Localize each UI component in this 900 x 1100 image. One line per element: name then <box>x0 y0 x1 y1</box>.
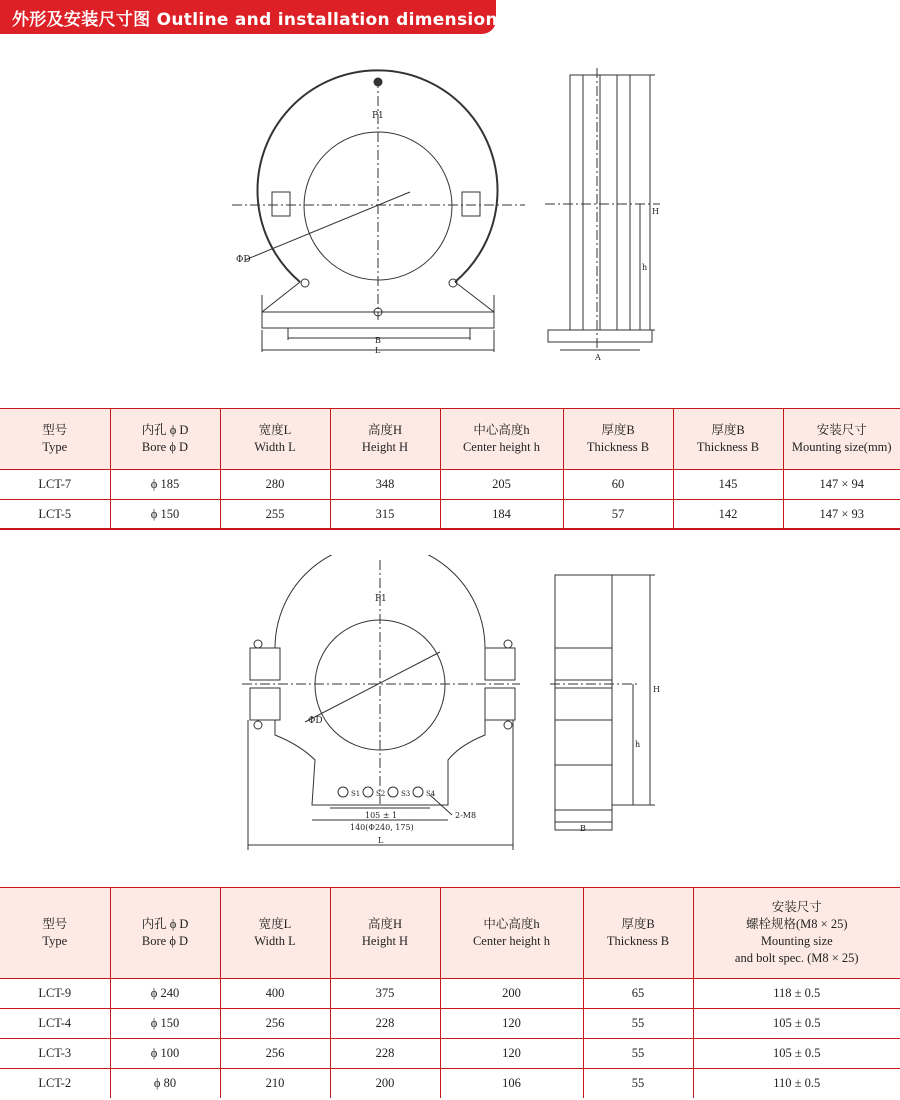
cell: 145 <box>673 469 783 499</box>
label-2-m8: 2-M8 <box>455 811 477 820</box>
cell: 210 <box>220 1068 330 1098</box>
cell: 55 <box>583 1008 693 1038</box>
t1-header-center-height: 中心高度h Center height h <box>440 409 563 469</box>
cell: 120 <box>440 1038 583 1068</box>
label-s1: S1 <box>351 790 361 798</box>
t2-header-mounting: 安装尺寸 螺栓规格(M8 × 25) Mounting size and bolt spec. (M8 × 25) <box>693 888 900 978</box>
cell: ϕ 80 <box>110 1068 220 1098</box>
cell: 205 <box>440 469 563 499</box>
cell: 228 <box>330 1008 440 1038</box>
cell: 120 <box>440 1008 583 1038</box>
cell: LCT-5 <box>0 499 110 529</box>
cell: 200 <box>330 1068 440 1098</box>
cell: 348 <box>330 469 440 499</box>
t2-header-type: 型号 Type <box>0 888 110 978</box>
outline-drawing-2-svg <box>0 555 900 855</box>
label-l: L <box>375 346 381 355</box>
cell: 184 <box>440 499 563 529</box>
spec-table-2 <box>0 888 900 1098</box>
cell: LCT-4 <box>0 1008 110 1038</box>
cell: 142 <box>673 499 783 529</box>
label-h-upper: H <box>652 207 659 216</box>
label-p1: P1 <box>372 111 384 121</box>
label-b: B <box>375 336 381 345</box>
table-row <box>0 1068 900 1098</box>
spec-table-1 <box>0 409 900 529</box>
label-s3: S3 <box>401 790 411 798</box>
cell: 65 <box>583 978 693 1008</box>
cell: ϕ 150 <box>110 499 220 529</box>
table-row <box>0 469 900 499</box>
t2-header-thickness: 厚度B Thickness B <box>583 888 693 978</box>
outline-drawing-1-svg <box>0 60 900 360</box>
table1-bottom-rule <box>0 528 900 530</box>
t1-header-thickness-2: 厚度B Thickness B <box>673 409 783 469</box>
outline-drawing-1 <box>0 60 900 360</box>
outline-drawing-2 <box>0 555 900 855</box>
section-header <box>0 0 496 34</box>
section-title-en: Outline and installation dimension <box>156 10 498 30</box>
label-phi-d-2: ΦD <box>308 716 323 726</box>
cell: ϕ 150 <box>110 1008 220 1038</box>
table-row <box>0 978 900 1008</box>
cell: 200 <box>440 978 583 1008</box>
label-h-lower: h <box>642 263 648 272</box>
cell: 118 ± 0.5 <box>693 978 900 1008</box>
label-l-2: L <box>378 836 384 845</box>
t2-header-center-height: 中心高度h Center height h <box>440 888 583 978</box>
section-title-zh: 外形及安装尺寸图 <box>12 10 151 30</box>
t1-header-mounting: 安装尺寸 Mounting size(mm) <box>783 409 900 469</box>
cell: 106 <box>440 1068 583 1098</box>
cell: 147 × 94 <box>783 469 900 499</box>
cell: 55 <box>583 1038 693 1068</box>
t1-header-thickness-1: 厚度B Thickness B <box>563 409 673 469</box>
table-row <box>0 1038 900 1068</box>
table-row <box>0 1008 900 1038</box>
cell: LCT-9 <box>0 978 110 1008</box>
label-dim-140: 140(Φ240, 175) <box>350 823 414 832</box>
cell: 57 <box>563 499 673 529</box>
cell: 55 <box>583 1068 693 1098</box>
cell: LCT-3 <box>0 1038 110 1068</box>
t2-header-width: 宽度L Width L <box>220 888 330 978</box>
cell: 228 <box>330 1038 440 1068</box>
table-row <box>0 499 900 529</box>
cell: 255 <box>220 499 330 529</box>
label-b-2: B <box>580 824 586 833</box>
cell: 147 × 93 <box>783 499 900 529</box>
t1-header-type: 型号 Type <box>0 409 110 469</box>
cell: ϕ 100 <box>110 1038 220 1068</box>
cell: LCT-7 <box>0 469 110 499</box>
t2-header-height: 高度H Height H <box>330 888 440 978</box>
t1-header-height: 高度H Height H <box>330 409 440 469</box>
cell: ϕ 240 <box>110 978 220 1008</box>
label-s4: S4 <box>426 790 436 798</box>
label-a: A <box>595 353 601 360</box>
label-s2: S2 <box>376 790 386 798</box>
cell: ϕ 185 <box>110 469 220 499</box>
label-h-lower-2: h <box>635 740 641 749</box>
t2-header-bore: 内孔 ϕ D Bore ϕ D <box>110 888 220 978</box>
cell: 105 ± 0.5 <box>693 1008 900 1038</box>
cell: 375 <box>330 978 440 1008</box>
cell: 110 ± 0.5 <box>693 1068 900 1098</box>
label-dim-105: 105 ± 1 <box>365 811 398 820</box>
cell: 315 <box>330 499 440 529</box>
cell: 400 <box>220 978 330 1008</box>
cell: 256 <box>220 1038 330 1068</box>
t1-header-width: 宽度L Width L <box>220 409 330 469</box>
label-phi-d: ΦD <box>236 255 251 265</box>
label-p1-2: P1 <box>375 594 387 604</box>
cell: LCT-2 <box>0 1068 110 1098</box>
cell: 105 ± 0.5 <box>693 1038 900 1068</box>
label-h-upper-2: H <box>653 685 660 694</box>
cell: 280 <box>220 469 330 499</box>
t1-header-bore: 内孔 ϕ D Bore ϕ D <box>110 409 220 469</box>
cell: 60 <box>563 469 673 499</box>
cell: 256 <box>220 1008 330 1038</box>
section-title <box>12 5 498 30</box>
